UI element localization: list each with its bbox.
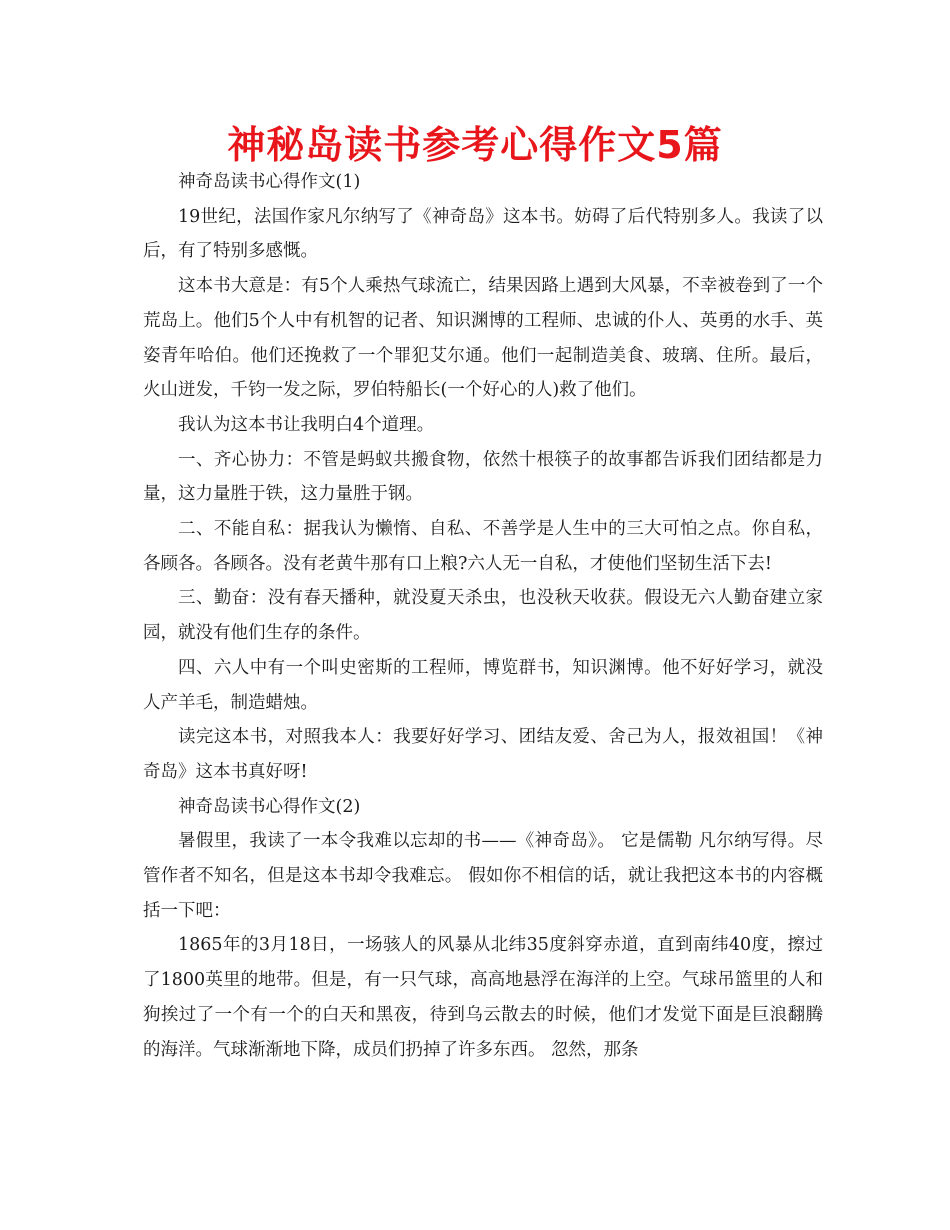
paragraph: 二、不能自私：据我认为懒惰、自私、不善学是人生中的三大可怕之点。你自私，各顾各。各顾各。没有老黄牛那有口上粮?六人无一自私，才使他们坚韧生活下去! bbox=[143, 519, 823, 574]
section-heading: 神奇岛读书心得作文(2) bbox=[178, 796, 361, 817]
section-heading: 神奇岛读书心得作文(1) bbox=[178, 172, 361, 192]
document-body bbox=[143, 165, 823, 1067]
paragraph: 三、勤奋：没有春天播种，就没夏天杀虫，也没秋天收获。假设无六人勤奋建立家园，就没有他们生存的条件。 bbox=[143, 588, 823, 644]
paragraph: 暑假里，我读了一本令我难以忘却的书——《神奇岛》。 它是儒勒 凡尔纳写得。尽管作者不知名，但是这本书却令我难忘。 假如你不相信的话，就让我把这本书的内容概括一下吧： bbox=[143, 831, 823, 921]
paragraph: 我认为这本书让我明白4个道理。 bbox=[178, 414, 435, 435]
paragraph: 四、六人中有一个叫史密斯的工程师，博览群书，知识渊博。他不好好学习，就没人产羊毛，制造蜡烛。 bbox=[143, 657, 823, 713]
paragraph: 19世纪，法国作家凡尔纳写了《神奇岛》这本书。妨碍了后代特别多人。我读了以后，有了特别多感慨。 bbox=[143, 206, 823, 262]
document-title: 神秘岛读书参考心得作文5篇 bbox=[227, 123, 723, 167]
paragraph: 这本书大意是：有5个人乘热气球流亡，结果因路上遇到大风暴，不幸被卷到了一个荒岛上。他们5个人中有机智的记者、知识渊博的工程师、忠诚的仆人、英勇的水手、英姿青年哈伯。他们还挽救了一个罪犯艾尔通。他们一起制造美食、玻璃、住所。最后，火山迸发，千钧一发之际，罗伯特船长(一个好心的人)救了他们。 bbox=[143, 276, 823, 401]
paragraph: 一、齐心协力：不管是蚂蚁共搬食物，依然十根筷子的故事都告诉我们团结都是力量，这力量胜于铁，这力量胜于钢。 bbox=[143, 449, 823, 505]
paragraph: 读完这本书，对照我本人：我要好好学习、团结友爱、舍己为人，报效祖国！《神奇岛》这本书真好呀! bbox=[143, 727, 823, 782]
paragraph: 1865年的3月18日，一场骇人的风暴从北纬35度斜穿赤道，直到南纬40度，擦过了1800英里的地带。但是，有一只气球，高高地悬浮在海洋的上空。气球吊篮里的人和狗挨过了一个有一个的白天和黑夜，待到乌云散去的时候，他们才发觉下面是巨浪翻腾的海洋。气球渐渐地下降，成员们扔掉了许多东西。 忽然，那条 bbox=[143, 935, 823, 1060]
